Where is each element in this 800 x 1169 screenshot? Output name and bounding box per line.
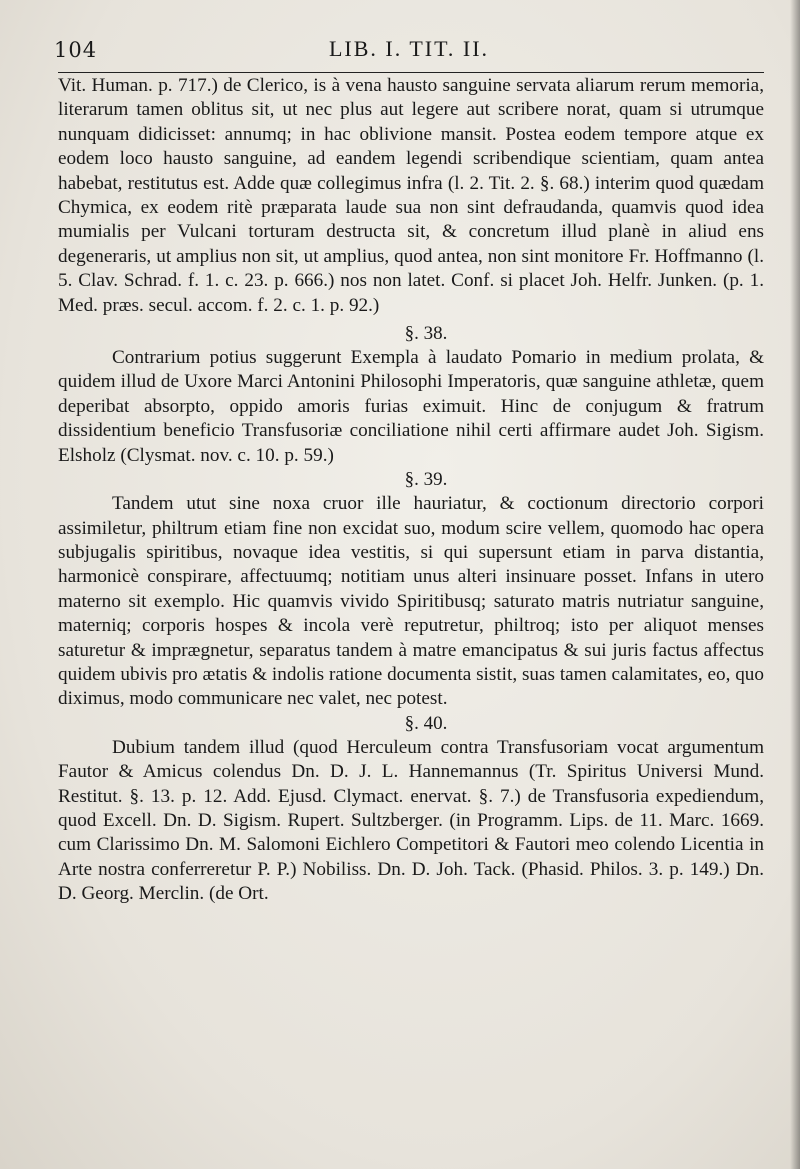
section-heading-40: §. 40.	[404, 712, 448, 734]
section-heading-38: §. 38.	[404, 323, 448, 345]
page-body	[58, 74, 764, 907]
paragraph-continuation: Vit. Human. p. 717.) de Clerico, is à vena hausto sanguine servata aliarum rerum memoria, literarum tamen oblitus sit, ut nec plus aut legere aut scribere norat, quam si utrumque nunquam didicisset: annumq; in hac oblivione mansit. Postea eodem tempore atque ex eodem loco hausto sanguine, ad eandem legendi scribendique scientiam, quam antea habebat, restitutus est. Adde quæ collegimus infra (l. 2. Tit. 2. §. 68.) interim quod quædam Chymica, ex eodem ritè præparata laude sua non sint defraudanda, quamvis quod idea mumialis per Vulcani torturam destructa sit, & concretum illud planè in aliud ens degeneraris, ut amplius non sit, ut amplius, quod antea, non sint monitore Fr. Hoffmanno (l. 5. Clav. Schrad. f. 1. c. 23. p. 666.) nos non latet. Conf. si placet Joh. Helfr. Junken. (p. 1. Med. præs. secul. accom. f. 2. c. 1. p. 92.)	[58, 75, 764, 316]
section-heading-39: §. 39.	[404, 469, 448, 491]
paragraph-38: Contrarium potius suggerunt Exempla à laudato Pomario in medium prolata, & quidem illud de Uxore Marci Antonini Philosophi Imperatoris, quæ sanguine athletæ, quem deperibat absorpto, oppido amoris furias eximuit. Hinc de conjugum & fratrum dissidentium beneficio Transfusoriæ conciliatione nihil certi affirmare audet Joh. Sigism. Elsholz (Clysmat. nov. c. 10. p. 59.)	[58, 347, 764, 466]
paragraph-40: Dubium tandem illud (quod Herculeum contra Transfusoriam vocat argumentum Fautor & Amicus colendus Dn. D. J. L. Hannemannus (Tr. Spiritus Universi Mund. Restitut. §. 13. p. 12. Add. Ejusd. Clymact. enervat. §. 7.) de Transfusoria expediendum, quod Excell. Dn. D. Sigism. Rupert. Sultzberger. (in Programm. Lips. de 11. Marc. 1669. cum Clarissimo Dn. M. Salomoni Eichlero Competitori & Fautori meo colendo Licentia in Arte nostra conferreretur P. P.) Nobiliss. Dn. D. Joh. Tack. (Phasid. Philos. 3. p. 149.) Dn. D. Georg. Merclin. (de Ort.	[58, 736, 764, 905]
running-head: LIB. I. TIT. II.	[328, 36, 490, 61]
page-header	[48, 30, 770, 64]
page-number: 104	[54, 38, 98, 62]
paragraph-39: Tandem utut sine noxa cruor ille hauriatur, & coctionum directorio corpori assimiletur, philtrum etiam fine non excidat suo, modum scire vellem, quomodo hac opera subjugalis spiritibus, novaque idea vestitis, si qui supersunt etiam in parva distantia, harmonicè conspirare, affectuumq; notitiam unus alteri insinuare posset. Infans in utero materno sit exemplo. Hic quamvis vivido Spiritibusq; saturato matris nutriatur sanguine, materniq; corporis hospes & incola verè reputretur, philtroq; isto per aliquot menses saturetur & imprægnetur, separatus tandem à matre emancipatus & sui juris factus affectus quidem ubivis pro ætatis & indolis ratione documenta sistit, suas tamen calamitates, eo, quo diximus, modo communicare nec valet, nec potest.	[58, 493, 764, 710]
header-rule	[58, 72, 764, 73]
